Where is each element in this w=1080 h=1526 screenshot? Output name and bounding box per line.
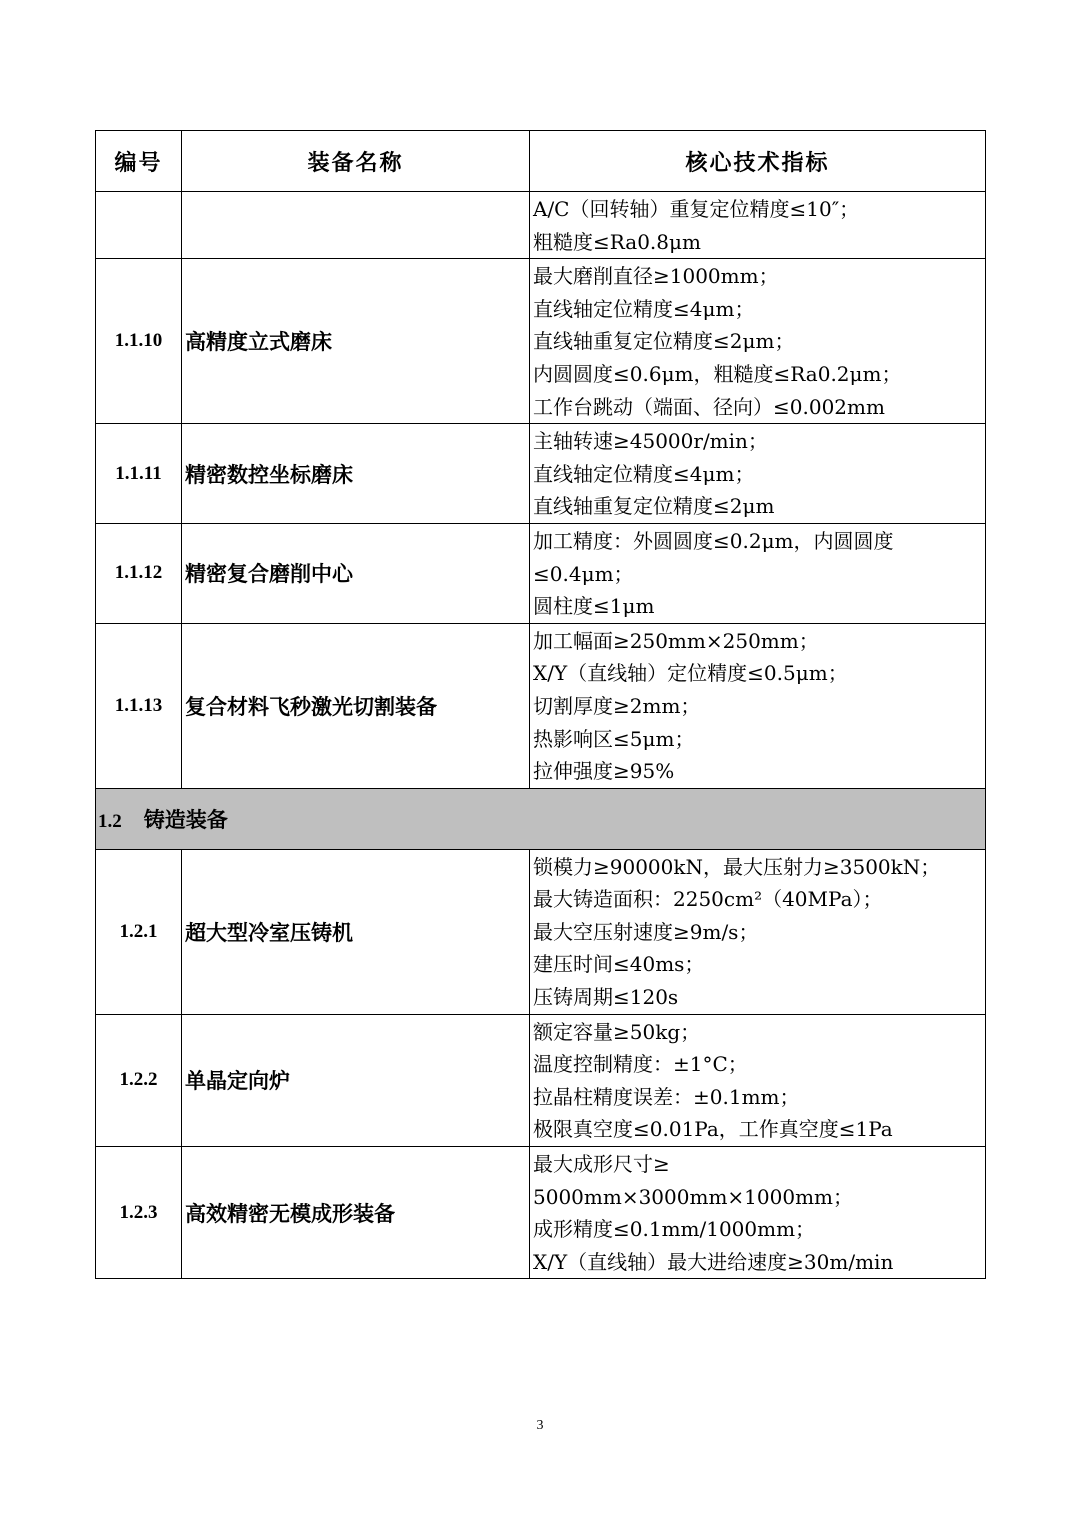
- row-specs: [530, 424, 986, 524]
- table-row: [96, 259, 986, 424]
- row-equipment-name: 精密数控坐标磨床: [182, 424, 530, 524]
- row-specs: [530, 1014, 986, 1146]
- page-number: 3: [536, 1418, 544, 1433]
- row-equipment-name: 超大型冷室压铸机: [182, 849, 530, 1014]
- spec-line: 粗糙度≤Ra0.8μm: [533, 229, 701, 254]
- spec-line: 加工精度：外圆圆度≤0.2μm，内圆圆度: [533, 528, 894, 553]
- spec-line: 圆柱度≤1μm: [533, 594, 655, 619]
- table-row: [96, 523, 986, 623]
- spec-line: 直线轴重复定位精度≤2μm: [533, 494, 775, 519]
- spec-line: 拉晶柱精度误差：±0.1mm；: [533, 1084, 800, 1109]
- row-specs: [530, 849, 986, 1014]
- section-header: [96, 788, 986, 849]
- spec-line: 热影响区≤5μm；: [533, 726, 695, 751]
- row-number: 1.1.13: [96, 623, 182, 788]
- spec-line: A/C（回转轴）重复定位精度≤10″；: [533, 197, 860, 221]
- spec-line: ≤0.4μm；: [533, 561, 634, 586]
- row-specs: [530, 1147, 986, 1279]
- row-number: [96, 192, 182, 259]
- table-row: [96, 192, 986, 259]
- section-header-row: [96, 788, 986, 849]
- spec-line: X/Y（直线轴）定位精度≤0.5μm；: [533, 661, 848, 686]
- spec-line: 内圆圆度≤0.6μm，粗糙度≤Ra0.2μm；: [533, 361, 902, 386]
- header-equipment-name: 装备名称: [182, 131, 530, 192]
- row-equipment-name: 单晶定向炉: [182, 1014, 530, 1146]
- spec-line: X/Y（直线轴）最大进给速度≥30m/min: [533, 1249, 894, 1274]
- spec-line: 直线轴定位精度≤4μm；: [533, 461, 755, 486]
- spec-line: 温度控制精度：±1°C；: [533, 1052, 748, 1077]
- table-row: [96, 424, 986, 524]
- row-number: 1.1.12: [96, 523, 182, 623]
- header-core-specs: 核心技术指标: [530, 131, 986, 192]
- section-title: 铸造装备: [143, 807, 228, 832]
- section-number: 1.2: [98, 810, 122, 832]
- spec-line: 建压时间≤40ms；: [533, 952, 705, 977]
- spec-line: 极限真空度≤0.01Pa，工作真空度≤1Pa: [533, 1117, 893, 1142]
- row-equipment-name: 高精度立式磨床: [182, 259, 530, 424]
- table-row: [96, 849, 986, 1014]
- row-specs: [530, 259, 986, 424]
- row-number: 1.1.11: [96, 424, 182, 524]
- row-specs: [530, 523, 986, 623]
- row-number: 1.2.2: [96, 1014, 182, 1146]
- spec-line: 切割厚度≥2mm；: [533, 693, 701, 718]
- row-number: 1.1.10: [96, 259, 182, 424]
- equipment-spec-table: [95, 130, 986, 1279]
- table-row: [96, 1014, 986, 1146]
- spec-line: 最大磨削直径≥1000mm；: [533, 264, 779, 289]
- spec-line: 拉伸强度≥95%: [533, 759, 675, 784]
- row-specs: [530, 623, 986, 788]
- table-header-row: [96, 131, 986, 192]
- row-number: 1.2.1: [96, 849, 182, 1014]
- spec-line: 5000mm×3000mm×1000mm；: [533, 1184, 853, 1209]
- table-row: [96, 623, 986, 788]
- spec-line: 成形精度≤0.1mm/1000mm；: [533, 1217, 816, 1242]
- spec-line: 额定容量≥50kg；: [533, 1019, 701, 1044]
- spec-line: 压铸周期≤120s: [533, 985, 679, 1010]
- header-number: 编号: [96, 131, 182, 192]
- row-equipment-name: 高效精密无模成形装备: [182, 1147, 530, 1279]
- spec-line: 加工幅面≥250mm×250mm；: [533, 628, 819, 653]
- row-equipment-name: 精密复合磨削中心: [182, 523, 530, 623]
- row-equipment-name: [182, 192, 530, 259]
- spec-line: 最大铸造面积：2250cm²（40MPa）；: [533, 887, 883, 912]
- table-row: [96, 1147, 986, 1279]
- spec-line: 直线轴重复定位精度≤2μm；: [533, 329, 795, 354]
- spec-line: 最大空压射速度≥9m/s；: [533, 919, 759, 944]
- row-equipment-name: 复合材料飞秒激光切割装备: [182, 623, 530, 788]
- spec-line: 锁模力≥90000kN，最大压射力≥3500kN；: [533, 854, 941, 879]
- row-number: 1.2.3: [96, 1147, 182, 1279]
- spec-line: 工作台跳动（端面、径向）≤0.002mm: [533, 394, 885, 419]
- spec-line: 主轴转速≥45000r/min；: [533, 429, 768, 454]
- spec-line: 直线轴定位精度≤4μm；: [533, 296, 755, 321]
- spec-line: 最大成形尺寸≥: [533, 1152, 670, 1177]
- row-specs: [530, 192, 986, 259]
